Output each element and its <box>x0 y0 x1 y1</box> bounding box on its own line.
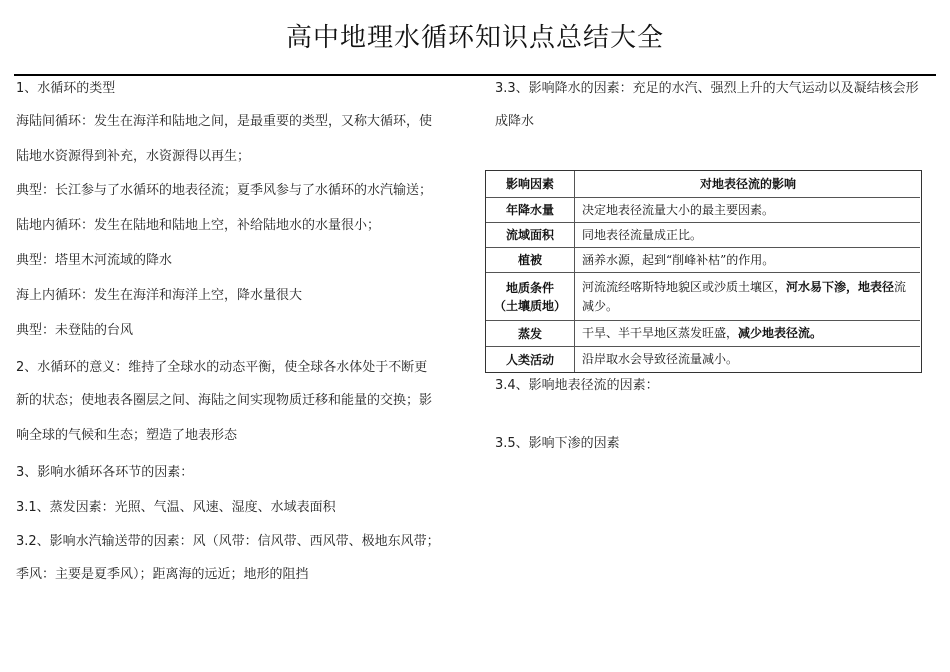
table-cell-factor: 人类活动 <box>486 347 575 372</box>
table-row <box>486 273 920 321</box>
page-title: 高中地理水循环知识点总结大全 <box>285 23 664 53</box>
text-line: 典型：未登陆的台风 <box>16 323 134 338</box>
section-3-3: 3.3、影响降水的因素：充足的水汽、强烈上升的大气运动以及凝结核会形 <box>495 81 919 96</box>
table-row <box>486 223 920 248</box>
table-cell-effect <box>575 273 920 320</box>
section-3-4: 3.4、影响地表径流的因素： <box>495 378 659 393</box>
text-line: 海陆间循环：发生在海洋和陆地之间，是最重要的类型，又称大循环，使 <box>16 114 433 129</box>
text-line: 海上内循环：发生在海洋和海洋上空，降水量很大 <box>16 288 303 303</box>
table-cell-factor: 植被 <box>486 248 575 272</box>
table-cell-factor: 年降水量 <box>486 198 575 222</box>
table-cell-factor: 蒸发 <box>486 321 575 346</box>
section-3-1: 3.1、蒸发因素：光照、气温、风速、湿度、水域表面积 <box>16 500 336 515</box>
title-divider <box>14 74 936 76</box>
table-header-row <box>486 171 920 198</box>
effect-text: 河流流经喀斯特地貌区或沙质土壤区，河水易下渗，地表径流减少。 <box>582 279 907 313</box>
text-line: 新的状态；使地表各圈层之间、海陆之间实现物质迁移和能量的交换；影 <box>16 393 433 408</box>
table-cell-factor <box>486 273 575 320</box>
section-2-heading: 2、水循环的意义：维持了全球水的动态平衡，使全球各水体处于不断更 <box>16 360 428 375</box>
table-cell-effect: 涵养水源，起到“削峰补枯”的作用。 <box>582 252 775 267</box>
table-cell-effect: 决定地表径流量大小的最主要因素。 <box>582 202 775 217</box>
text-line: 季风：主要是夏季风）；距离海的远近；地形的阻挡 <box>16 567 309 582</box>
text-line: 陆地内循环：发生在陆地和陆地上空，补给陆地水的水量很小； <box>16 218 381 233</box>
factor-line: （土壤质地） <box>493 298 566 313</box>
table-row <box>486 198 920 223</box>
section-3-5: 3.5、影响下渗的因素 <box>495 436 620 451</box>
table-header-factor: 影响因素 <box>486 171 575 197</box>
table-header-effect: 对地表径流的影响 <box>699 176 796 191</box>
factor-line: 地质条件 <box>505 280 554 295</box>
table-cell-effect: 沿岸取水会导致径流量减小。 <box>582 352 739 366</box>
table-cell-factor: 流域面积 <box>486 223 575 247</box>
text-line: 典型：长江参与了水循环的地表径流；夏季风参与了水循环的水汽输送； <box>16 183 433 198</box>
table-row <box>486 321 920 347</box>
table-row <box>486 347 920 372</box>
runoff-factors-table <box>485 170 922 373</box>
section-3-2: 3.2、影响水汽输送带的因素：风（风带：信风带、西风带、极地东风带； <box>16 534 440 549</box>
section-3-heading: 3、影响水循环各环节的因素： <box>16 465 194 480</box>
section-1-heading: 1、水循环的类型 <box>16 81 116 96</box>
effect-text: 干旱、半干旱地区蒸发旺盛，减少地表径流。 <box>582 326 823 340</box>
text-line: 响全球的气候和生态；塑造了地表形态 <box>16 428 238 443</box>
text-line: 成降水 <box>495 114 535 129</box>
table-cell-effect: 同地表径流量成正比。 <box>582 227 703 242</box>
text-line: 陆地水资源得到补充，水资源得以再生； <box>16 149 251 164</box>
text-line: 典型：塔里木河流域的降水 <box>16 253 173 268</box>
table-row <box>486 248 920 273</box>
table-cell-effect <box>575 321 920 346</box>
